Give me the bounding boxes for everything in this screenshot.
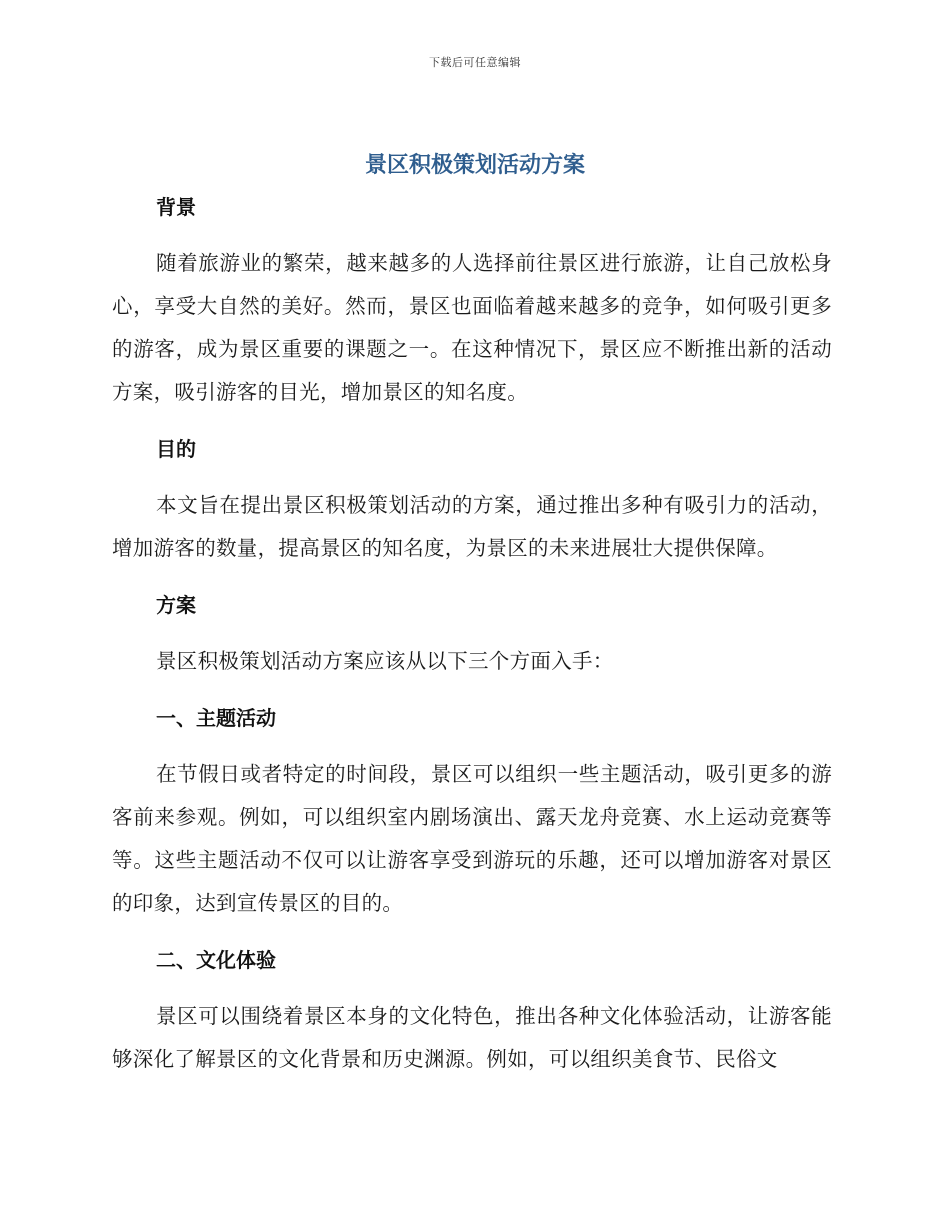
paragraph-purpose: 本文旨在提出景区积极策划活动的方案，通过推出多种有吸引力的活动，增加游客的数量，提高景区的知名度，为景区的未来进展壮大提供保障。 <box>112 493 832 560</box>
paragraph-theme-activities: 在节假日或者特定的时间段，景区可以组织一些主题活动，吸引更多的游客前来参观。例如，可以组织室内剧场演出、露天龙舟竞赛、水上运动竞赛等等。这些主题活动不仅可以让游客享受到游玩的乐趣，还可以增加游客对景区的印象，达到宣传景区的目的。 <box>112 762 832 915</box>
document-body <box>112 190 832 1081</box>
heading-purpose: 目的 <box>156 437 196 461</box>
heading-cultural-experience: 二、文化体验 <box>156 948 276 972</box>
heading-plan: 方案 <box>156 593 196 617</box>
paragraph-plan: 景区积极策划活动方案应该从以下三个方面入手： <box>156 649 614 673</box>
paragraph-cultural-experience: 景区可以围绕着景区本身的文化特色，推出各种文化体验活动，让游客能够深化了解景区的文化背景和历史渊源。例如，可以组织美食节、民俗文 <box>112 1004 832 1071</box>
document-title: 景区积极策划活动方案 <box>364 153 585 178</box>
paragraph-background: 随着旅游业的繁荣，越来越多的人选择前往景区进行旅游，让自己放松身心，享受大自然的美好。然而，景区也面临着越来越多的竞争，如何吸引更多的游客，成为景区重要的课题之一。在这种情况下，景区应不断推出新的活动方案，吸引游客的目光，增加景区的知名度。 <box>112 251 832 404</box>
header-note: 下载后可任意编辑 <box>429 56 521 69</box>
heading-theme-activities: 一、主题活动 <box>156 706 276 730</box>
heading-background: 背景 <box>156 195 196 219</box>
